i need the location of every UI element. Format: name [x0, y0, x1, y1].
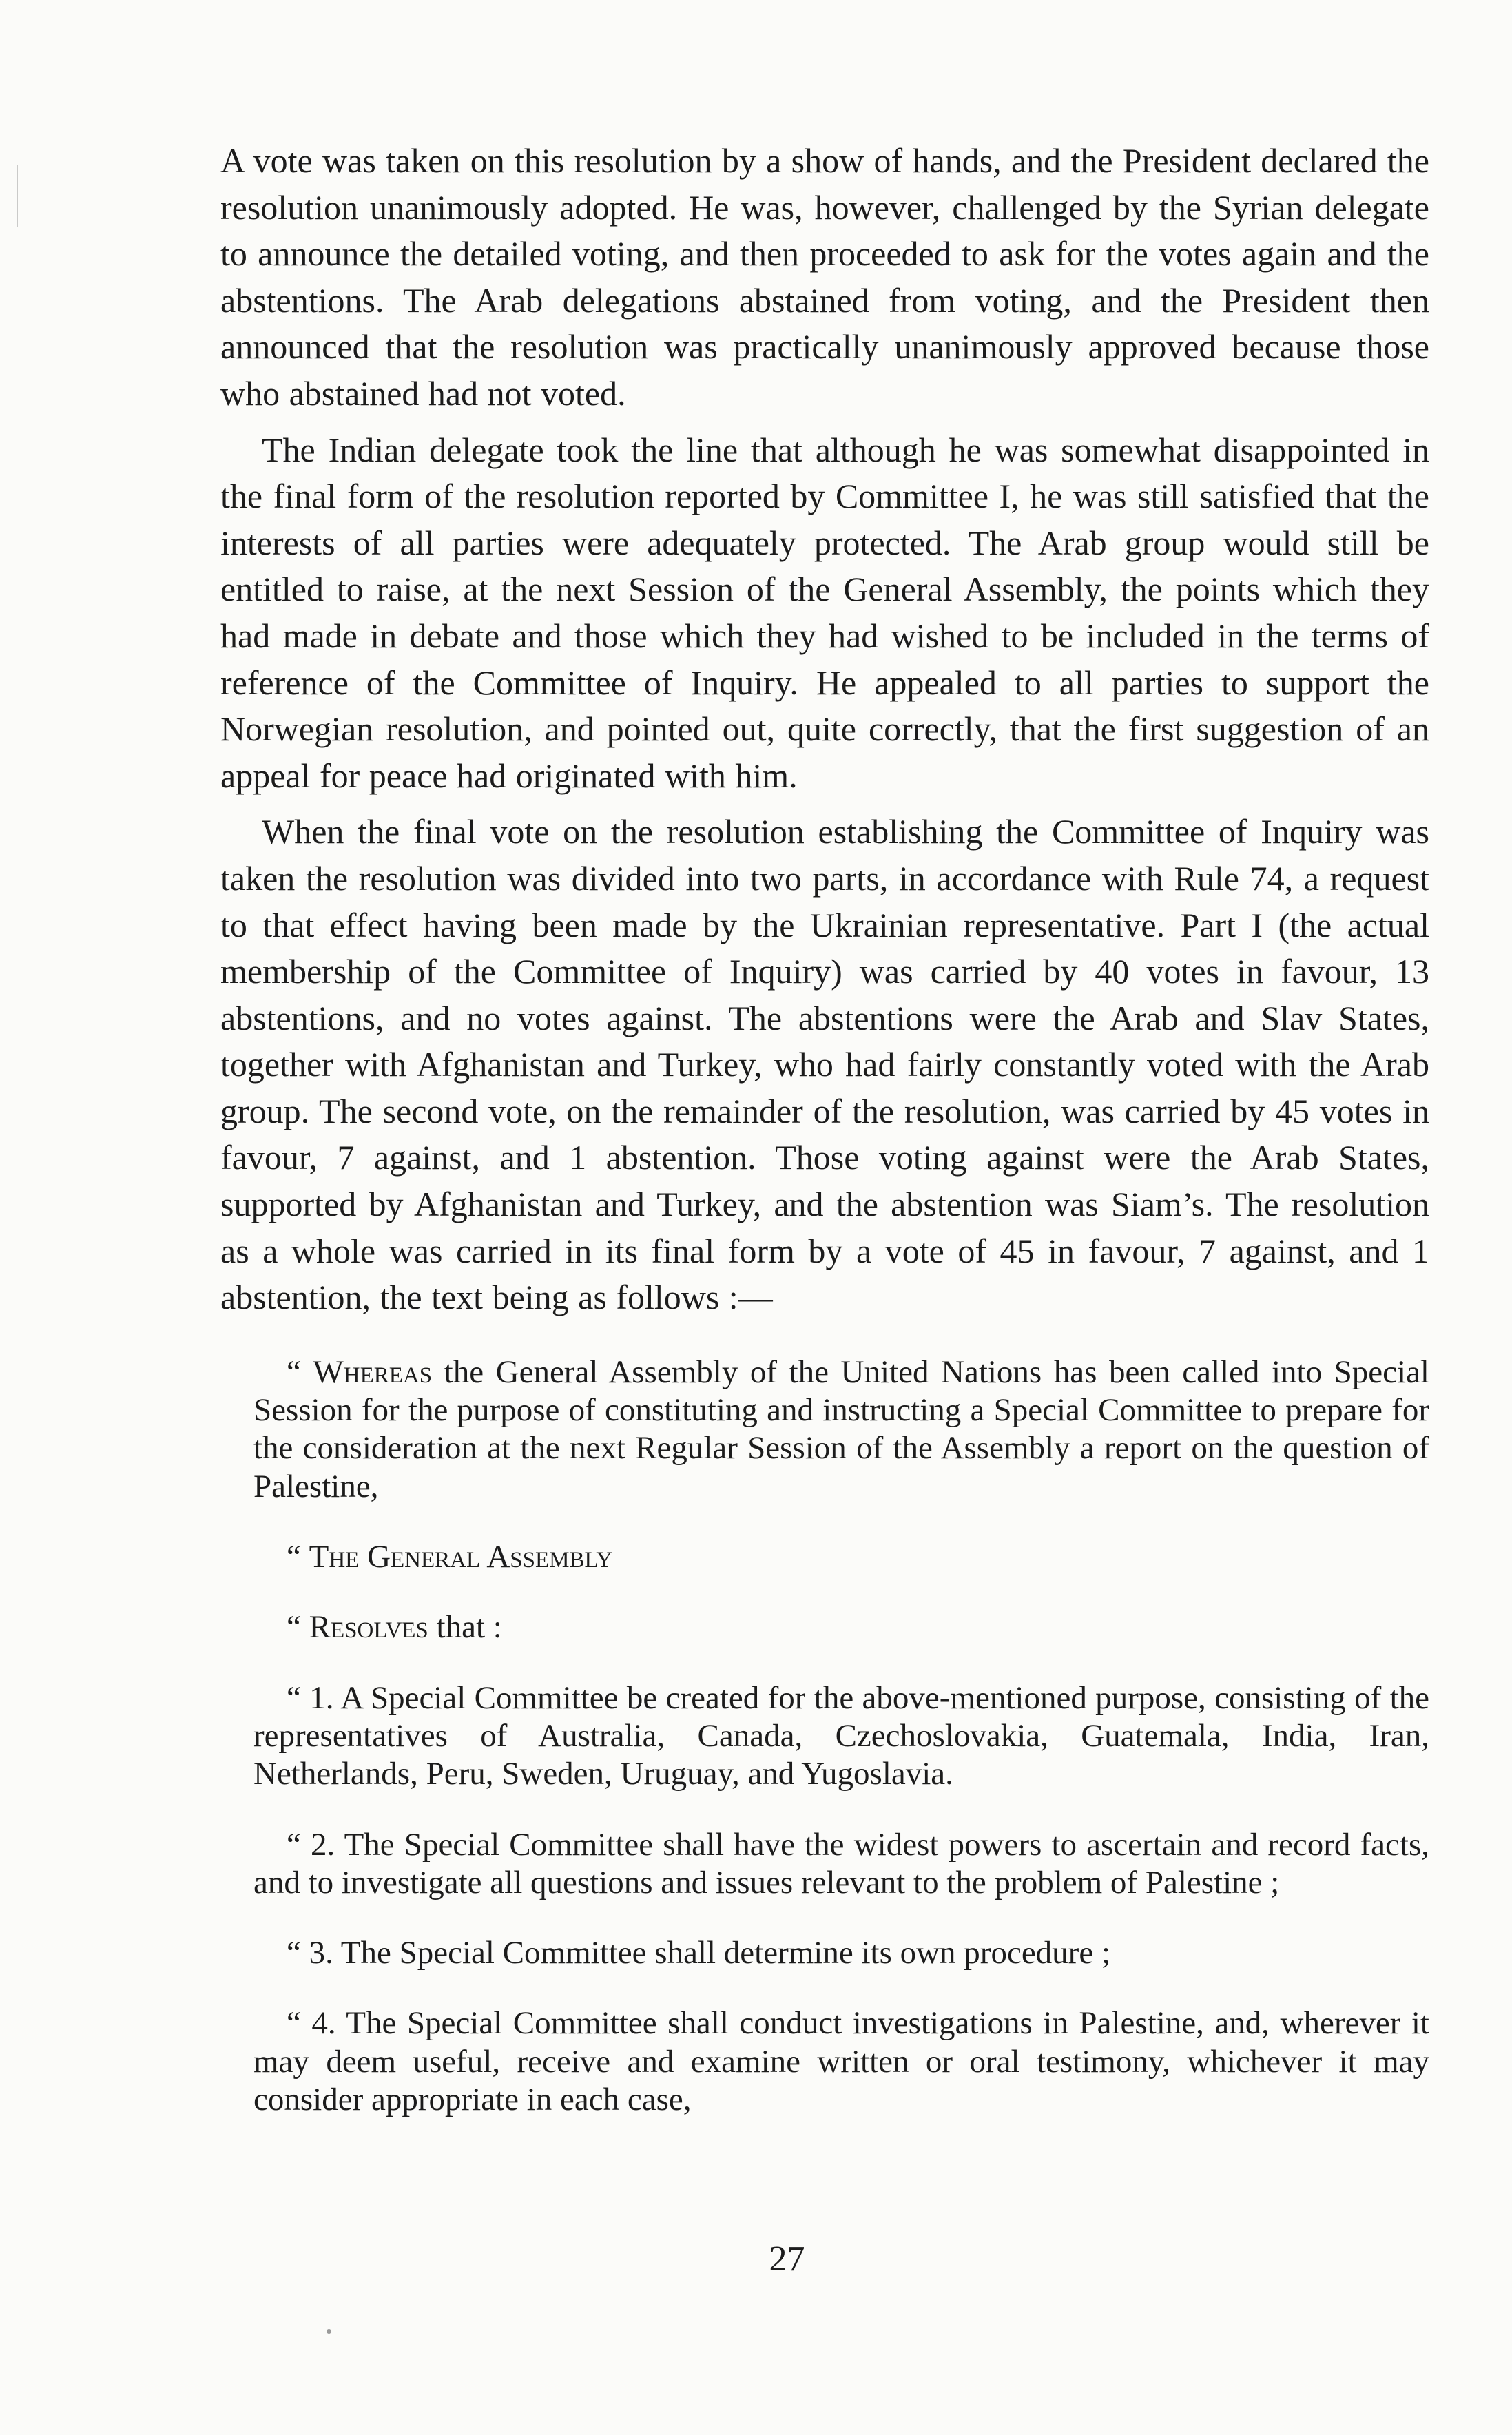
quote-general-assembly: “ The General Assembly — [287, 1539, 613, 1575]
page-body — [220, 138, 1429, 2127]
quote-whereas: “ Whereas the General Assembly of the United Nations has been called into Special Session for the purpose of constituting and instructing a Special Committee to prepare for the consideration at the next Regular Session of the Assembly a report on the question of Palestine, — [253, 1354, 1429, 1504]
quote-resolves: “ Resolves that : — [287, 1609, 502, 1646]
margin-speck — [327, 2329, 331, 2334]
margin-line — [17, 165, 18, 227]
whereas-word: Whereas — [313, 1354, 433, 1390]
resolution-item-2: “ 2. The Special Committee shall have the widest powers to ascertain and record facts, and to investigate all questions and issues relevant to the problem of Palestine ; — [253, 1826, 1429, 1900]
paragraph-final-vote: When the final vote on the resolution establishing the Committee of Inquiry was taken the resolution was divided into two parts, in accordance with Rule 74, a request to that effect having been made by the Ukrainian representative. Part I (the actual membership of the Committee of Inquiry) was carried by 40 votes in favour, 13 abstentions, and no votes against. The abstentions were the Arab and Slav States, together with Afghanistan and Turkey, who had fairly constantly voted with the Arab group. The second vote, on the remainder of the resolution, was carried by 45 votes in favour, 7 against, and 1 abstention. Those voting against were the Arab States, supported by Afghanistan and Turkey, and the abstention was Siam’s. The resolution as a whole was carried in its final form by a vote of 45 in favour, 7 against, and 1 abstention, the text being as follows :— — [220, 812, 1429, 1317]
paragraph-indian-delegate: The Indian delegate took the line that although he was somewhat disappointed in the final form of the resolution reported by Committee I, he was still satisfied that the interests of all parties were adequately protected. The Arab group would still be entitled to raise, at the next Session of the General Assembly, the points which they had made in debate and those which they had wished to be included in the terms of reference of the Committee of Inquiry. He appealed to all parties to support the Norwegian resolution, and pointed out, quite correctly, that the first suggestion of an appeal for peace had originated with him. — [220, 430, 1429, 795]
page-number: 27 — [769, 2239, 805, 2279]
resolution-item-4: “ 4. The Special Committee shall conduct investigations in Palestine, and, wherever it may deem useful, receive and examine written or oral testimony, whichever it may consider appropriate in each case, — [253, 2005, 1429, 2117]
paragraph-vote: A vote was taken on this resolution by a show of hands, and the President declared the resolution unanimously adopted. He was, however, challenged by the Syrian delegate to announce the detailed voting, and then proceeded to ask for the votes again and the abstentions. The Arab delegations abstained from voting, and the President then announced that the resolution was practically unanimously approved because those who abstained had not voted. — [220, 141, 1429, 413]
resolution-text — [220, 1354, 1429, 2119]
resolution-item-1: “ 1. A Special Committee be created for the above-mentioned purpose, consisting of the representatives of Australia, Canada, Czechoslovakia, Guatemala, India, Iran, Netherlands, Peru, Sweden, Uruguay, and Yugoslavia. — [253, 1679, 1429, 1792]
resolution-item-3: “ 3. The Special Committee shall determine its own procedure ; — [287, 1935, 1110, 1971]
